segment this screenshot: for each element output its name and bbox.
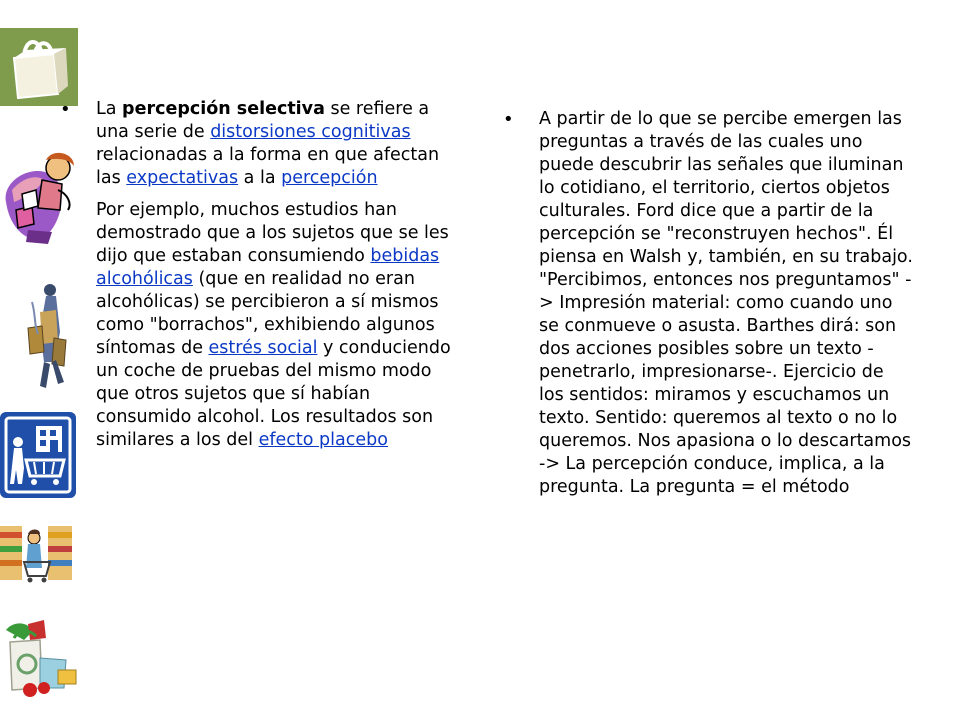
right-text-column (503, 108, 913, 499)
example-paragraph (60, 199, 465, 452)
text-run: y conduciendo un coche de pruebas del mismo modo que otros sujetos que sí habían consumido alcohol. Los resultados son similares a los del (96, 338, 451, 450)
text-run: Por ejemplo, muchos estudios han demostrado que a los sujetos que se les dijo que estaban consumiendo (96, 200, 449, 266)
link-placebo-effect[interactable]: efecto placebo (258, 430, 388, 450)
left-bullet-item (60, 98, 465, 190)
shopping-bag-icon (0, 28, 78, 106)
link-perception[interactable]: percepción (281, 168, 378, 188)
link-social-stress[interactable]: estrés social (208, 338, 318, 358)
text-run: (que en realidad no eran alcohólicas) se percibieron a sí mismos como "borrachos", exhibiendo algunos síntomas de (96, 269, 439, 358)
text-run: La (96, 99, 123, 119)
grocery-bag-icon (0, 618, 80, 698)
text-run: a la (238, 168, 282, 188)
text-run: relacionadas a la forma en que afectan las (96, 145, 440, 188)
supermarket-shopper-icon (0, 522, 72, 584)
link-expectations[interactable]: expectativas (126, 168, 239, 188)
link-cognitive-distortions[interactable]: distorsiones cognitivas (210, 122, 411, 142)
bullet-marker: • (60, 99, 71, 120)
link-alcoholic-drinks[interactable]: bebidas alcohólicas (96, 246, 440, 289)
text-run: se refiere a una serie de (96, 99, 430, 142)
right-bullet-item (503, 108, 913, 499)
perception-question-paragraph: A partir de lo que se percibe emergen las preguntas a través de las cuales uno puede descubrir las señales que iluminan lo cotidiano, el territorio, ciertos objetos culturales. Ford dice que a partir de la percepción se "reconstruyen hechos". Él piensa en Walsh y, también, en su trabajo. "Percibimos, entonces nos preguntamos" -> Impresión material: como cuando uno se conmueve o asusta. Barthes dirá: son dos acciones posibles sobre un texto -penetrarlo, impresionarse-. Ejercicio de los sentidos: miramos y escuchamos un texto. Sentido: queremos al texto o no lo queremos. Nos apasiona o lo descartamos -> La percepción conduce, implica, a la pregunta. La pregunta = el método (539, 109, 913, 497)
bullet-marker: • (503, 109, 514, 130)
selective-perception-paragraph (96, 98, 465, 190)
left-text-column (60, 98, 465, 452)
bold-term: percepción selectiva (122, 99, 325, 119)
